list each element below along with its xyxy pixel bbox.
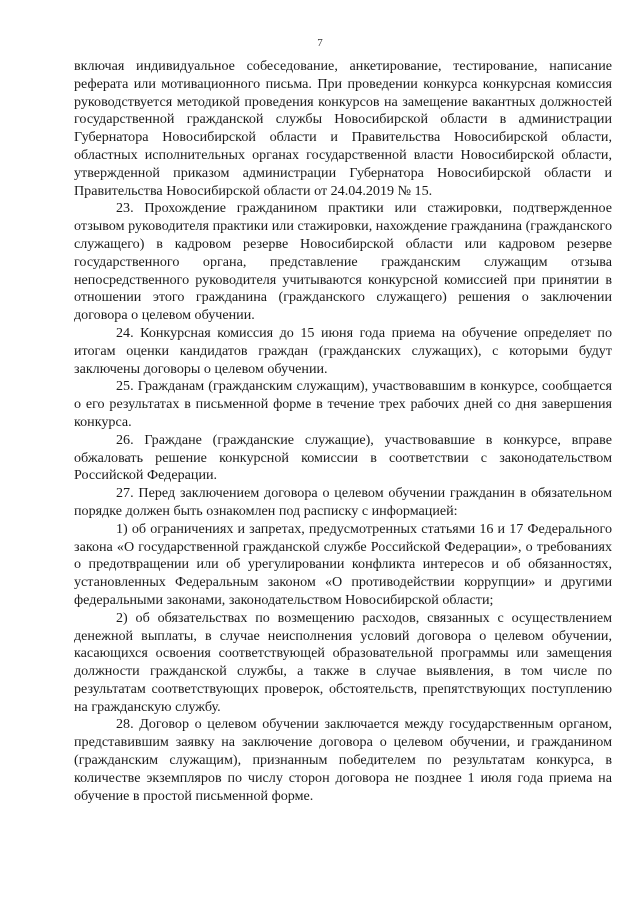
paragraph-25: 25. Гражданам (гражданским служащим), участвовавшим в конкурсе, сообщается о его результатах в письменной форме в течение трех рабочих дней со дня завершения конкурса. (74, 378, 612, 430)
paragraph-27-item-2: 2) об обязательствах по возмещению расходов, связанных с осуществлением денежной выплаты, в случае неисполнения условий договора о целевом обучении, касающихся освоения соответствующей образовательной программы или замещения должности гражданской службы, а также в случае выявления, в том числе по результатам соответствующих проверок, обстоятельств, препятствующих поступлению на гражданскую службу. (74, 609, 612, 715)
paragraph-28: 28. Договор о целевом обучении заключается между государственным органом, представившим заявку на заключение договора о целевом обучении, и гражданином (гражданским служащим), признанным победителем по результатам конкурса, в количестве экземпляров по числу сторон договора не позднее 1 июля года приема на обучение в простой письменной форме. (74, 716, 612, 804)
paragraph-continuation: включая индивидуальное собеседование, анкетирование, тестирование, написание реферата или мотивационного письма. При проведении конкурса конкурсная комиссия руководствуется методикой проведения конкурсов на замещение вакантных должностей государственной гражданской службы Новосибирской области в администрации Губернатора Новосибирской области и Правительства Новосибирской области, областных исполнительных органах государственной власти Новосибирской области, утвержденной приказом администрации Губернатора Новосибирской области и Правительства Новосибирской области от 24.04.2019 № 15. (74, 58, 612, 199)
page-number: 7 (317, 37, 323, 49)
paragraph-27: 27. Перед заключением договора о целевом обучении гражданин в обязательном порядке должен быть ознакомлен под расписку с информацией: (74, 485, 612, 519)
paragraph-23: 23. Прохождение гражданином практики или стажировки, подтвержденное отзывом руководителя практики или стажировки, нахождение гражданина (гражданского служащего) в кадровом резерве Новосибирской области или кадровом резерве государственного органа, представление гражданским служащим отзыва непосредственного руководителя учитываются конкурсной комиссией при принятии в отношении этого гражданина (гражданского служащего) решения о заключении договора о целевом обучении. (74, 200, 612, 324)
paragraph-27-item-1: 1) об ограничениях и запретах, предусмотренных статьями 16 и 17 Федерального закона «О государственной гражданской службе Российской Федерации», о требованиях о предотвращении или об урегулировании конфликта интересов и об обязанностях, установленных Федеральным законом «О противодействии коррупции» и другими федеральными законами, законодательством Новосибирской области; (74, 520, 612, 608)
paragraph-24: 24. Конкурсная комиссия до 15 июня года приема на обучение определяет по итогам оценки кандидатов граждан (гражданских служащих), с которыми будут заключены договоры о целевом обучении. (74, 324, 612, 377)
paragraph-26: 26. Граждане (гражданские служащие), участвовавшие в конкурсе, вправе обжаловать решение конкурсной комиссии в соответствии с законодательством Российской Федерации. (74, 431, 612, 484)
document-body (74, 58, 612, 805)
